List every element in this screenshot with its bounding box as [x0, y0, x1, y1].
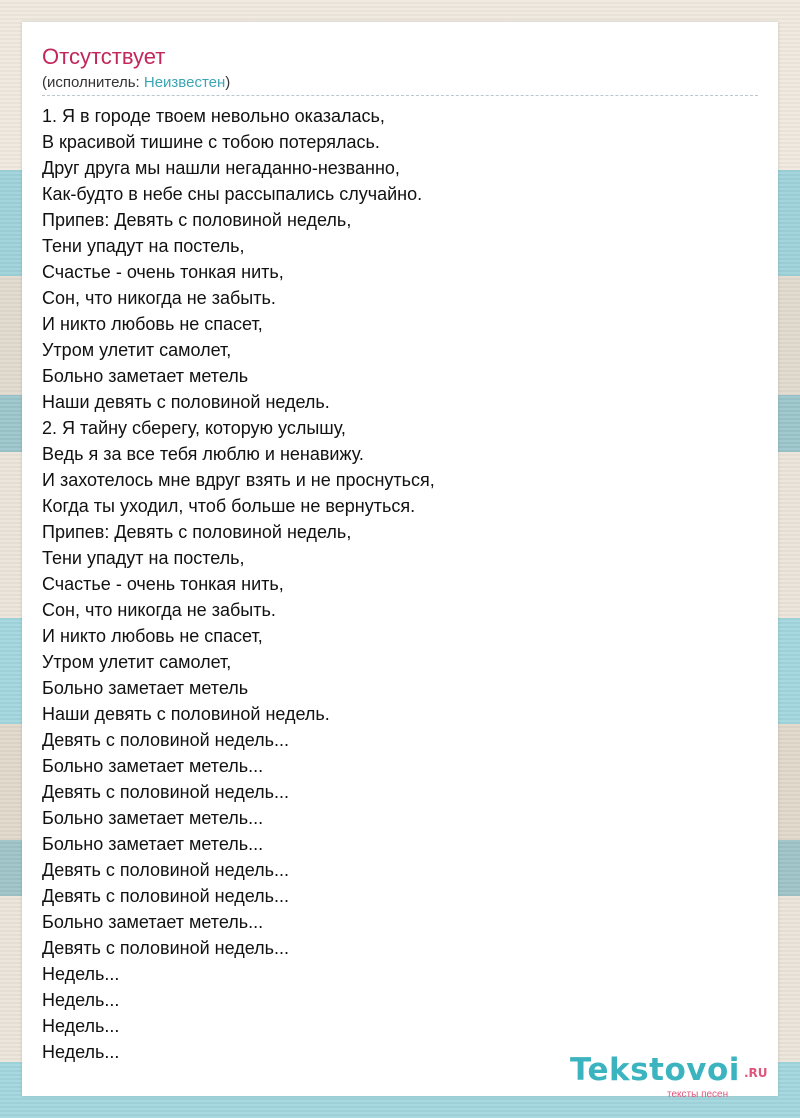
lyric-line: И захотелось мне вдруг взять и не проснуться,: [42, 470, 435, 490]
lyric-line: Припев: Девять с половиной недель,: [42, 522, 352, 542]
artist-suffix: ): [225, 74, 231, 91]
lyric-line: Больно заметает метель...: [42, 808, 264, 828]
lyric-line: Как-будто в небе сны рассыпались случайно.: [42, 184, 423, 204]
lyric-line: Сон, что никогда не забыть.: [42, 600, 276, 620]
artist-link[interactable]: Неизвестен: [143, 74, 226, 91]
logo-wordmark: Tekstovoi: [570, 1052, 740, 1088]
lyric-line: Припев: Девять с половиной недель,: [42, 210, 352, 230]
lyric-line: Недель...: [42, 990, 120, 1010]
lyric-line: Тени упадут на постель,: [42, 548, 245, 568]
lyric-line: Друг друга мы нашли негаданно-незванно,: [42, 158, 400, 178]
lyrics-sheet: [22, 22, 778, 1100]
lyric-line: Счастье - очень тонкая нить,: [42, 574, 284, 594]
lyric-line: Наши девять с половиной недель.: [42, 392, 330, 412]
lyric-line: Больно заметает метель: [42, 678, 249, 698]
lyric-line: Больно заметает метель...: [42, 912, 264, 932]
logo-domain: .RU: [744, 1066, 768, 1080]
lyric-line: Наши девять с половиной недель.: [42, 704, 330, 724]
lyric-line: Недель...: [42, 1016, 120, 1036]
lyric-line: Тени упадут на постель,: [42, 236, 245, 256]
lyric-line: Счастье - очень тонкая нить,: [42, 262, 284, 282]
lyric-line: 2. Я тайну сберегу, которую услышу,: [42, 418, 346, 438]
lyric-line: Когда ты уходил, чтоб больше не вернуться.: [42, 496, 416, 516]
divider: [42, 95, 758, 96]
lyric-line: Девять с половиной недель...: [42, 860, 289, 880]
lyric-line: Девять с половиной недель...: [42, 886, 289, 906]
song-title: Отсутствует: [42, 44, 166, 69]
lyrics-list: [42, 103, 758, 1065]
lyric-line: Больно заметает метель...: [42, 756, 264, 776]
artist-prefix: (исполнитель:: [42, 74, 144, 91]
lyric-line: И никто любовь не спасет,: [42, 314, 263, 334]
lyric-line: Девять с половиной недель...: [42, 782, 289, 802]
artist-line: [42, 74, 230, 91]
logo-tagline: тексты песен: [667, 1089, 729, 1100]
lyric-line: И никто любовь не спасет,: [42, 626, 263, 646]
lyric-line: Утром улетит самолет,: [42, 340, 232, 360]
lyric-line: Девять с половиной недель...: [42, 938, 289, 958]
lyric-line: В красивой тишине с тобою потерялась.: [42, 132, 380, 152]
lyric-line: Утром улетит самолет,: [42, 652, 232, 672]
site-logo: [570, 1052, 780, 1102]
lyric-line: Больно заметает метель: [42, 366, 249, 386]
lyric-line: Сон, что никогда не забыть.: [42, 288, 276, 308]
lyric-line: Недель...: [42, 964, 120, 984]
lyric-line: Больно заметает метель...: [42, 834, 264, 854]
lyric-line: Ведь я за все тебя люблю и ненавижу.: [42, 444, 364, 464]
lyric-line: Девять с половиной недель...: [42, 730, 289, 750]
lyric-line: Недель...: [42, 1042, 120, 1062]
lyric-line: 1. Я в городе твоем невольно оказалась,: [42, 106, 385, 126]
